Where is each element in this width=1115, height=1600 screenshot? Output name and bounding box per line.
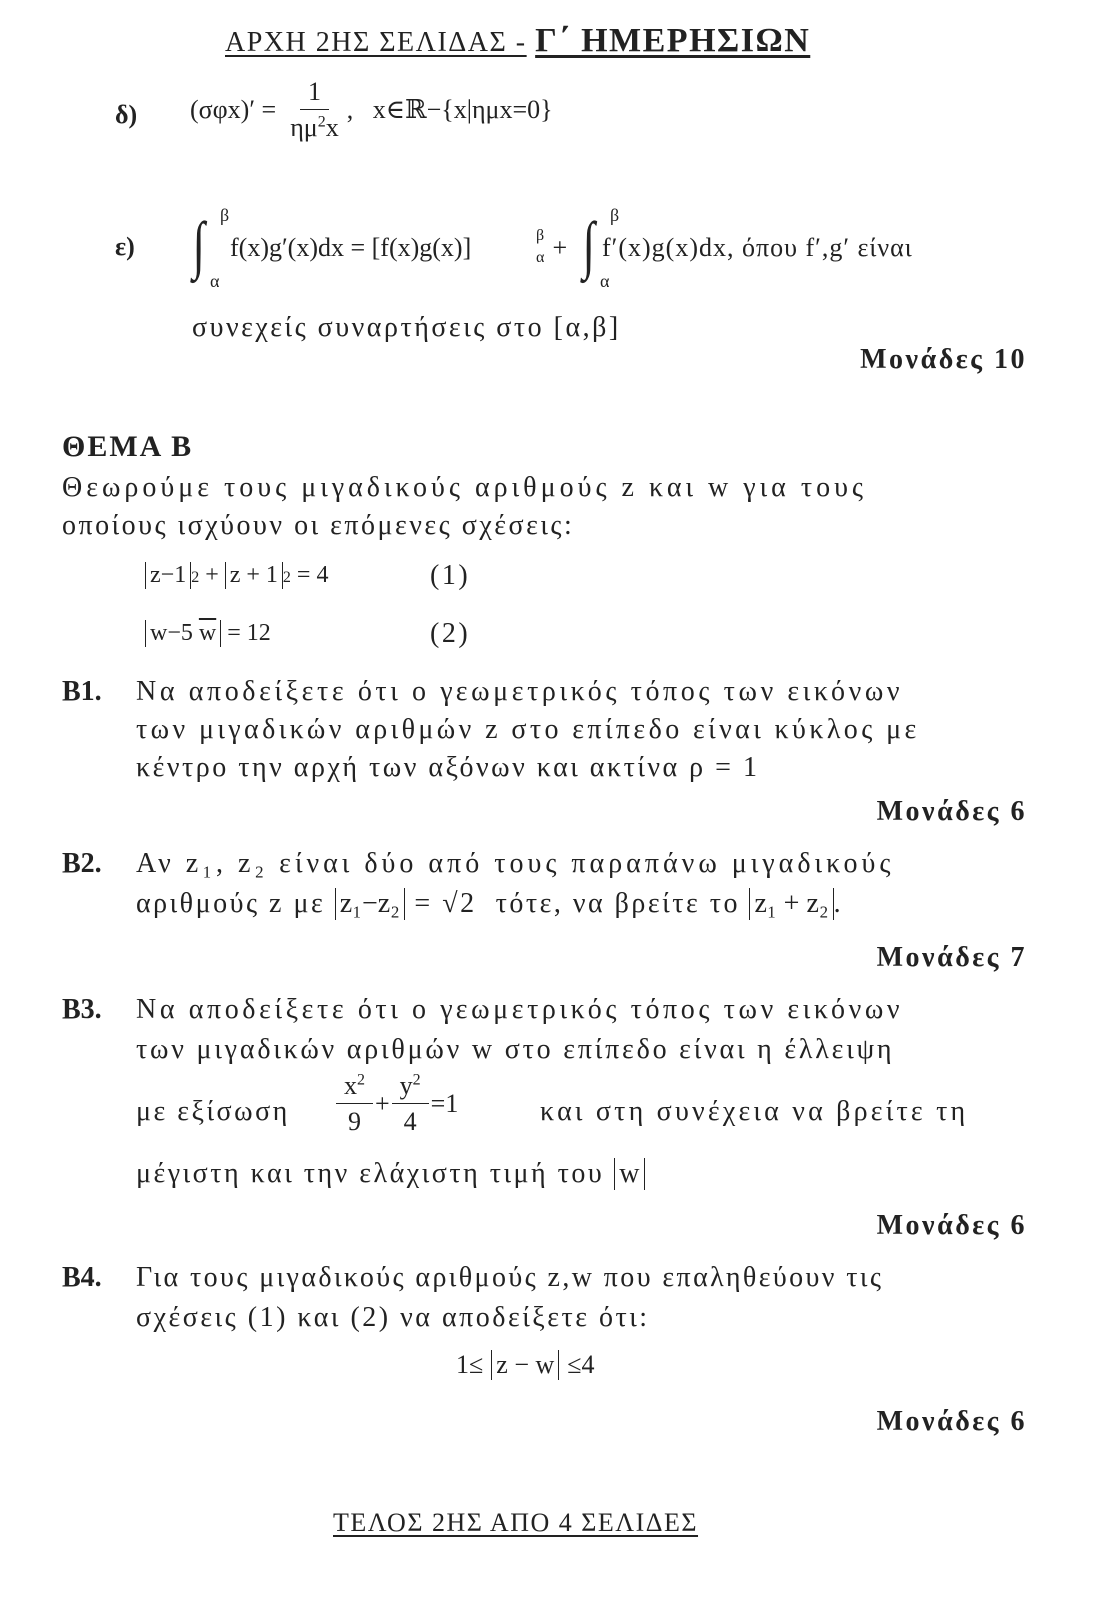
b3-line3-post: και στη συνέχεια να βρείτε τη bbox=[540, 1096, 969, 1127]
eq1-abs-a: z−1 bbox=[145, 562, 191, 589]
ellipse-x-exp: 2 bbox=[357, 1071, 365, 1089]
b4-ineq-left: 1≤ bbox=[456, 1350, 484, 1379]
eq1-exp-b: 2 bbox=[282, 569, 291, 586]
page-footer: ΤΕΛΟΣ 2ΗΣ ΑΠΟ 4 ΣΕΛΙΔΕΣ bbox=[333, 1508, 699, 1537]
eq1-tag: (1) bbox=[430, 560, 471, 591]
ellipse-frac-y bbox=[392, 1072, 429, 1136]
b3-line1: Να αποδείξετε ότι ο γεωμετρικός τόπος των εικόνων bbox=[136, 994, 904, 1025]
ellipse-frac-y-den: 4 bbox=[403, 1107, 417, 1137]
item-d-den-base: ημ bbox=[290, 113, 318, 143]
item-d-denominator bbox=[282, 110, 347, 141]
item-d-fraction bbox=[282, 78, 347, 142]
item-e-continuation: συνεχείς συναρτήσεις στο [α,β] bbox=[192, 312, 621, 343]
b3-line2: των μιγαδικών αριθμών w στο επίπεδο είναι η έλλειψη bbox=[136, 1034, 895, 1065]
item-d-label: δ) bbox=[115, 100, 138, 129]
header-left: ΑΡΧΗ 2ΗΣ ΣΕΛΙΔΑΣ - bbox=[225, 27, 527, 58]
b3-line4-text: μέγιστη και την ελάχιστη τιμή του bbox=[136, 1158, 605, 1189]
bracket-upper: β bbox=[536, 227, 545, 244]
item-e-formula bbox=[190, 205, 1020, 295]
ellipse-frac-x-den: 9 bbox=[348, 1107, 361, 1137]
units-a: Μονάδες 10 bbox=[860, 344, 1027, 375]
b2-line2-mid: τότε, να βρείτε το bbox=[486, 888, 750, 919]
page-header bbox=[225, 22, 810, 60]
integral-1-upper: β bbox=[220, 205, 230, 225]
ellipse-frac-x bbox=[336, 1072, 373, 1136]
theme-b-intro-1: Θεωρούμε τους μιγαδικούς αριθμούς z και w για τους bbox=[62, 472, 868, 503]
b4-label: Β4. bbox=[62, 1262, 102, 1293]
item-d-den-tail: x bbox=[325, 113, 339, 143]
b2-abs-sum: z₁ + z₂ bbox=[749, 888, 833, 920]
eq1-exp-a: 2 bbox=[191, 569, 200, 586]
b4-ineq-right: ≤4 bbox=[567, 1350, 595, 1379]
item-d-domain: , x∈ℝ−{x|ημx=0} bbox=[346, 94, 553, 124]
ellipse-rhs: =1 bbox=[430, 1088, 459, 1118]
b1-label: Β1. bbox=[62, 676, 102, 707]
theme-b-title: ΘΕΜΑ Β bbox=[62, 430, 194, 463]
integral-sign-2: ∫ bbox=[582, 209, 595, 280]
b4-abs-zw: z − w bbox=[491, 1350, 559, 1380]
item-d-numerator: 1 bbox=[300, 78, 329, 110]
ellipse-y: y bbox=[399, 1071, 413, 1100]
b2-abs-diff: z₁−z₂ bbox=[335, 888, 405, 920]
b3-abs-w: w bbox=[614, 1158, 644, 1190]
b2-units: Μονάδες 7 bbox=[876, 942, 1027, 973]
item-e-label: ε) bbox=[115, 232, 135, 261]
equation-2 bbox=[145, 620, 271, 647]
b3-line3-pre: με εξίσωση bbox=[136, 1096, 290, 1127]
eq2-lhs: w−5 bbox=[150, 620, 193, 646]
b4-line1: Για τους μιγαδικούς αριθμούς z,w που επαληθεύουν τις bbox=[136, 1262, 884, 1293]
b3-units: Μονάδες 6 bbox=[876, 1210, 1027, 1241]
bracket-lower: α bbox=[536, 249, 545, 266]
b2-line2-end: . bbox=[833, 888, 844, 919]
b3-label: Β3. bbox=[62, 994, 102, 1025]
b4-units: Μονάδες 6 bbox=[876, 1406, 1027, 1437]
b2-label: Β2. bbox=[62, 848, 102, 879]
b4-inequality bbox=[456, 1350, 595, 1380]
item-e-part3: f′(x)g(x)dx, όπου f′,g′ είναι bbox=[602, 233, 913, 262]
item-e-part1: f(x)g′(x)dx = [f(x)g(x)] bbox=[230, 233, 472, 262]
item-e-plus: + bbox=[546, 233, 574, 262]
ellipse-x: x bbox=[344, 1071, 357, 1100]
ellipse-frac-y-num bbox=[392, 1072, 429, 1104]
b1-line3: κέντρο την αρχή των αξόνων και ακτίνα ρ = 1 bbox=[136, 752, 760, 783]
integral-1-lower: α bbox=[210, 271, 220, 291]
b2-line2 bbox=[136, 888, 843, 920]
header-right: Γ΄ ΗΜΕΡΗΣΙΩΝ bbox=[535, 22, 811, 59]
ellipse-y-exp: 2 bbox=[412, 1071, 421, 1089]
integral-2-upper: β bbox=[610, 205, 620, 225]
b1-line2: των μιγαδικών αριθμών z στο επίπεδο είναι κύκλος με bbox=[136, 714, 920, 745]
eq2-rhs: = 12 bbox=[221, 620, 271, 646]
b3-line4 bbox=[136, 1158, 645, 1190]
b1-line1: Να αποδείξετε ότι ο γεωμετρικός τόπος των εικόνων bbox=[136, 676, 904, 707]
eq1-plus: + bbox=[199, 562, 225, 588]
theme-b-intro-2: οποίους ισχύουν οι επόμενες σχέσεις: bbox=[62, 510, 575, 541]
equation-1 bbox=[145, 562, 328, 589]
eq2-abs bbox=[145, 620, 221, 647]
eq2-tag: (2) bbox=[430, 618, 471, 649]
item-d-lhs: (σφx)′ = bbox=[190, 94, 277, 124]
b1-units: Μονάδες 6 bbox=[876, 796, 1027, 827]
ellipse-frac-x-num bbox=[336, 1072, 373, 1104]
integral-sign-1: ∫ bbox=[192, 209, 205, 280]
eq2-conjugate: $\overline{w}$ bbox=[198, 620, 217, 646]
ellipse-plus: + bbox=[375, 1088, 390, 1118]
b2-line1: Αν z₁, z₂ είναι δύο από τους παραπάνω μιγαδικούς bbox=[136, 848, 895, 879]
b2-equals: = √2 bbox=[404, 888, 487, 919]
b2-line2-pre: αριθμούς z με bbox=[136, 888, 335, 919]
b4-line2: σχέσεις (1) και (2) να αποδείξετε ότι: bbox=[136, 1302, 650, 1333]
integral-2-lower: α bbox=[600, 271, 610, 291]
item-d-den-exp: 2 bbox=[317, 113, 326, 131]
eq1-abs-b: z + 1 bbox=[225, 562, 283, 589]
ellipse-equation bbox=[336, 1072, 458, 1136]
item-d-formula bbox=[190, 78, 553, 142]
eq1-rhs: = 4 bbox=[290, 562, 329, 588]
